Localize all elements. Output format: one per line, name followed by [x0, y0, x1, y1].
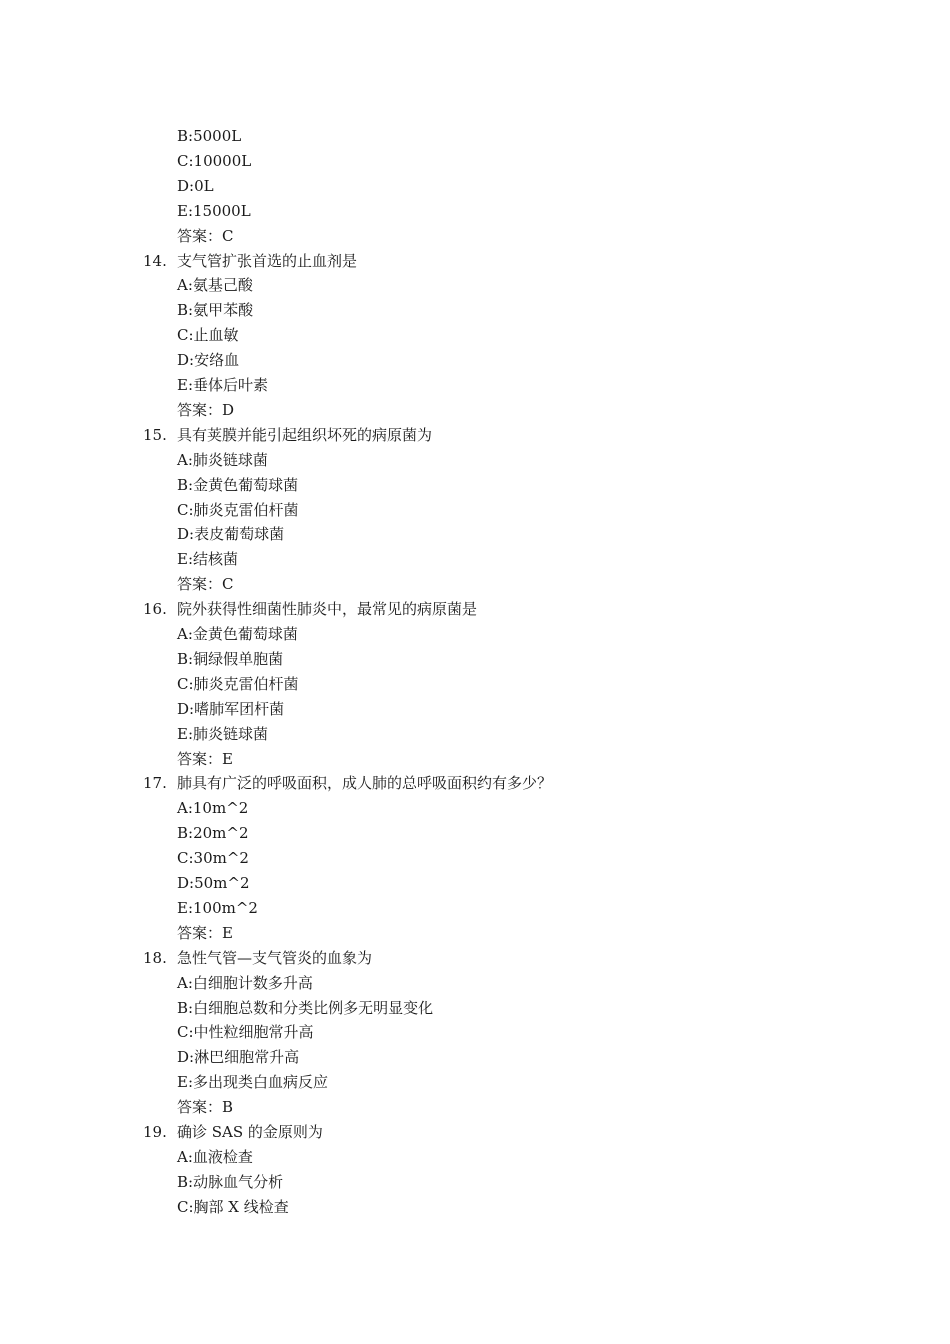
option-line: A:金黄色葡萄球菌: [177, 625, 298, 643]
option-line: B:动脉血气分析: [177, 1172, 284, 1191]
question-number: 19.: [143, 1123, 167, 1141]
option-line: A:10m^2: [177, 799, 249, 818]
option-line: A:肺炎链球菌: [177, 450, 268, 469]
option-line: E:15000L: [177, 201, 251, 220]
option-line: B:金黄色葡萄球菌: [177, 475, 299, 494]
option-line: E:垂体后叶素: [177, 376, 269, 394]
question-number: 18.: [143, 948, 167, 967]
option-line: C:肺炎克雷伯杆菌: [177, 500, 299, 519]
option-line: A:白细胞计数多升高: [177, 973, 313, 992]
option-line: A:氨基己酸: [177, 276, 253, 295]
question-text: 具有荚膜并能引起组织坏死的病原菌为: [177, 425, 433, 444]
option-line: E:肺炎链球菌: [177, 724, 269, 743]
option-line: D:淋巴细胞常升高: [177, 1048, 300, 1067]
question-number: 16.: [143, 600, 167, 619]
option-line: C:肺炎克雷伯杆菌: [177, 674, 299, 693]
answer-line: 答案：E: [177, 749, 233, 768]
option-line: D:0L: [177, 176, 214, 195]
option-line: E:结核菌: [177, 550, 239, 569]
question-number: 15.: [143, 425, 167, 444]
option-line: C:10000L: [177, 151, 252, 170]
option-line: C:中性粒细胞常升高: [177, 1023, 314, 1042]
option-line: B:氨甲苯酸: [177, 301, 254, 320]
option-line: B:白细胞总数和分类比例多无明显变化: [177, 998, 434, 1017]
question-text: 支气管扩张首选的止血剂是: [177, 251, 358, 270]
option-line: D:嗜肺军团杆菌: [177, 699, 285, 718]
option-line: D:安络血: [177, 351, 240, 370]
question-text: 院外获得性细菌性肺炎中，最常见的病原菌是: [177, 600, 478, 619]
option-line: B:铜绿假单胞菌: [177, 649, 284, 668]
option-line: C:胸部 X 线检查: [177, 1197, 289, 1216]
question-text: 急性气管—支气管炎的血象为: [177, 948, 373, 967]
answer-line: 答案：C: [177, 575, 234, 594]
answer-line: 答案：C: [177, 226, 234, 245]
option-line: D:表皮葡萄球菌: [177, 525, 285, 544]
option-line: A:血液检查: [177, 1147, 253, 1166]
option-line: C:止血敏: [177, 326, 239, 345]
option-line: E:多出现类白血病反应: [177, 1073, 329, 1092]
option-line: E:100m^2: [177, 898, 258, 917]
option-line: D:50m^2: [177, 874, 250, 892]
question-text: 确诊 SAS 的金原则为: [177, 1123, 323, 1141]
question-number: 14.: [143, 251, 167, 270]
question-text: 肺具有广泛的呼吸面积，成人肺的总呼吸面积约有多少？: [177, 774, 553, 793]
option-line: B:5000L: [177, 127, 242, 145]
answer-line: 答案：B: [177, 1098, 234, 1117]
answer-line: 答案：D: [177, 400, 235, 419]
question-number: 17.: [143, 774, 167, 793]
option-line: B:20m^2: [177, 824, 249, 843]
option-line: C:30m^2: [177, 849, 249, 868]
answer-line: 答案：E: [177, 923, 233, 942]
